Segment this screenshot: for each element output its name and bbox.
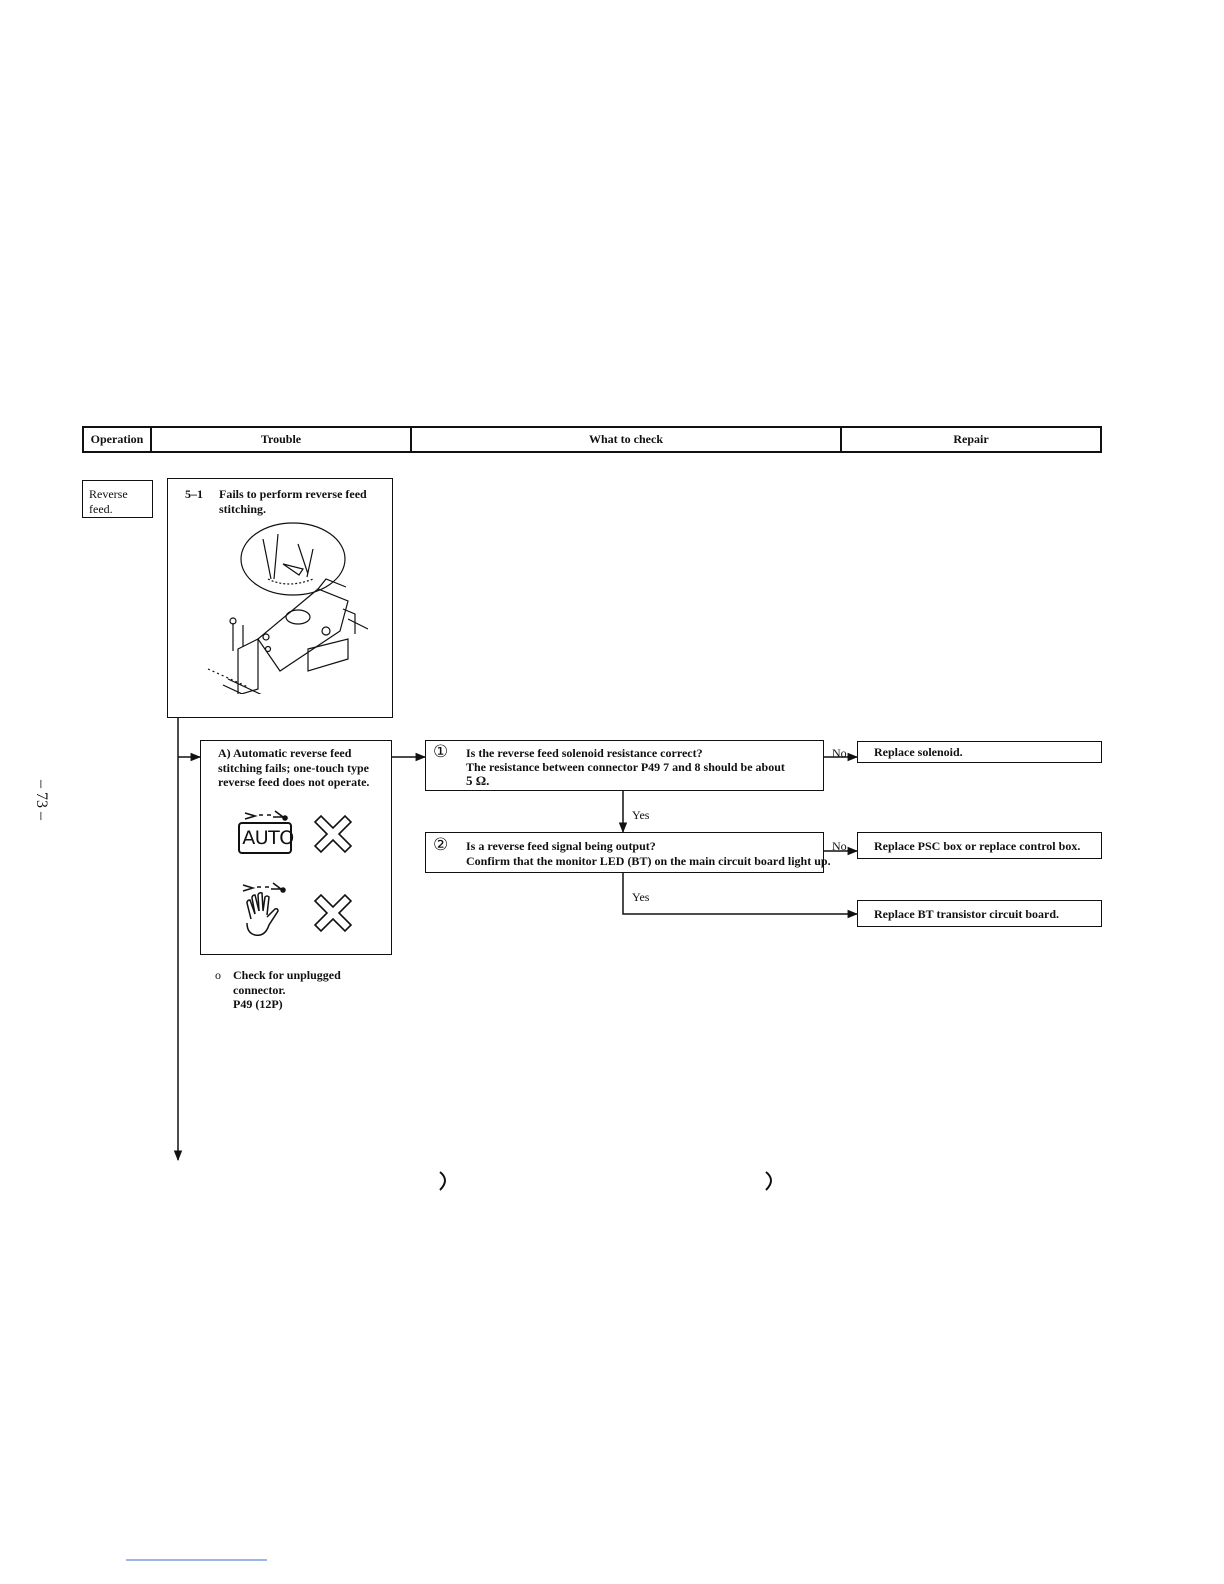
trouble-number: 5–1 (185, 487, 203, 501)
note-bullet: o (215, 968, 221, 982)
branch-yes-1: Yes (632, 808, 650, 822)
check-2-number: ② (433, 835, 449, 854)
operation-label-box (82, 480, 153, 518)
trouble-text: Fails to perform reverse feed stitching. (219, 487, 367, 516)
check-2-box (425, 832, 831, 873)
header-repair: Repair (840, 426, 1102, 453)
header-trouble: Trouble (150, 426, 412, 453)
check-1-box (425, 740, 824, 791)
repair-3-text: Replace BT transistor circuit board. (874, 907, 1059, 921)
repair-2-box (857, 832, 1102, 859)
cross-icon (311, 812, 355, 858)
repair-1-box (857, 741, 1102, 763)
check-1-number: ① (433, 742, 449, 761)
check-1-detail-2: 5 Ω. (466, 773, 490, 788)
branch-no-1: No (832, 746, 847, 760)
note-text: Check for unplugged connector. (233, 968, 341, 997)
repair-3-box (857, 900, 1102, 927)
note-detail: P49 (12P) (233, 997, 283, 1011)
one-touch-hand-icon (237, 881, 297, 943)
cause-a-box (200, 740, 392, 955)
trouble-box (167, 478, 393, 718)
check-2-detail-1: Confirm that the monitor LED (BT) on the main circuit board light up. (466, 854, 831, 868)
check-1-detail-1: The resistance between connector P49 7 and 8 should be about (466, 760, 785, 774)
cross-icon (311, 891, 355, 937)
page-number: – 73 – (33, 780, 50, 820)
auto-label: AUTO (242, 827, 294, 849)
branch-yes-2: Yes (632, 890, 650, 904)
header-operation: Operation (82, 426, 152, 453)
repair-1-text: Replace solenoid. (874, 745, 963, 759)
header-what-to-check: What to check (410, 426, 842, 453)
branch-no-2: No (832, 839, 847, 853)
sewing-machine-illustration (188, 519, 368, 694)
repair-2-text: Replace PSC box or replace control box. (874, 839, 1081, 853)
check-2-question: Is a reverse feed signal being output? (466, 839, 656, 853)
check-1-question: Is the reverse feed solenoid resistance correct? (466, 746, 703, 760)
cause-a-text: A) Automatic reverse feed stitching fails; one-touch type reverse feed does not operate. (218, 746, 370, 789)
operation-label: Reverse feed. (89, 487, 128, 516)
